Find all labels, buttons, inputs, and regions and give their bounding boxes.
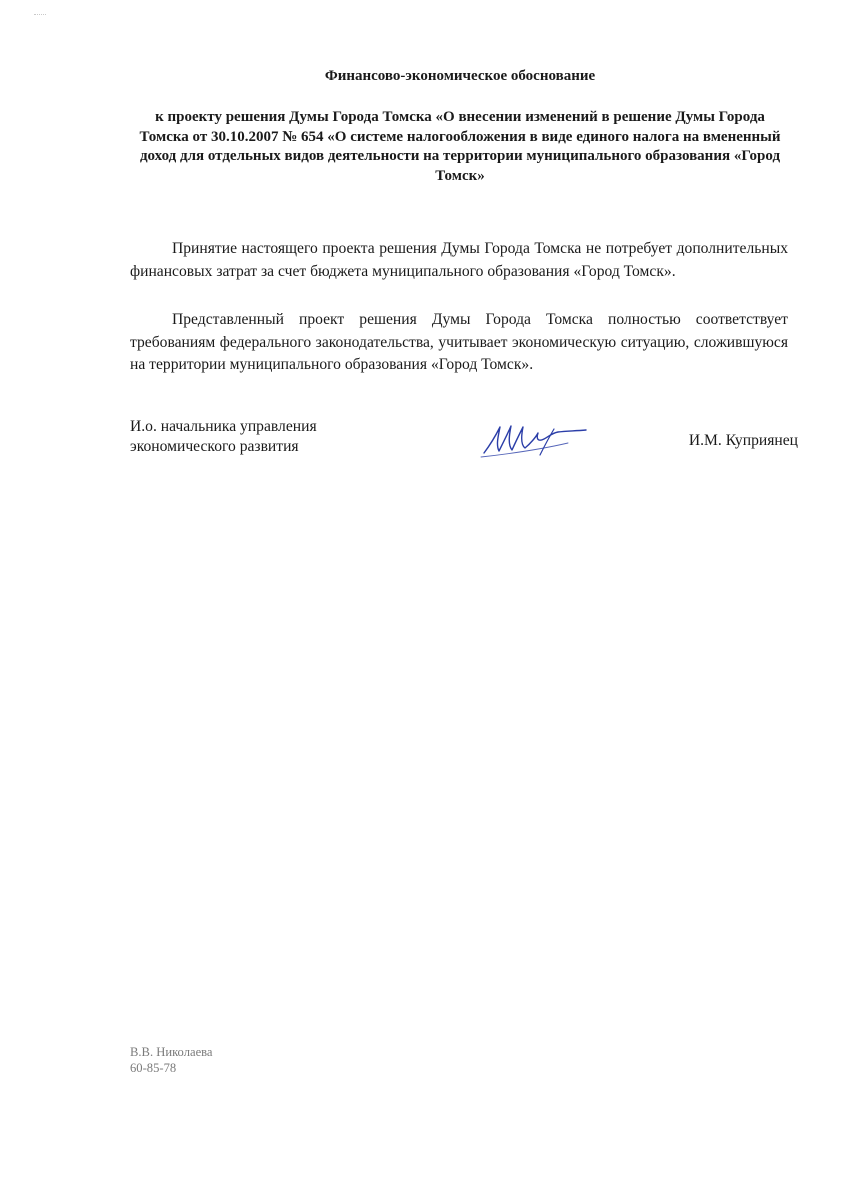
executor-name: В.В. Николаева: [130, 1045, 213, 1059]
signatory-position-line2: экономического развития: [130, 437, 299, 455]
signatory-position: [130, 417, 317, 456]
scan-artifact: [34, 14, 46, 21]
paragraph-budget: Принятие настоящего проекта решения Думы Города Томска не потребует дополнительных финансовых затрат за счет бюджета муниципального образования «Город Томск».: [130, 240, 788, 280]
signatory-name: И.М. Куприянец: [688, 432, 798, 449]
handwritten-signature: [478, 419, 590, 459]
executor-phone: 60-85-78: [130, 1061, 177, 1075]
signatory-position-line1: И.о. начальника управления: [130, 418, 317, 435]
document-title: Финансово-экономическое обоснование: [324, 68, 596, 84]
document-subtitle: к проекту решения Думы Города Томска «О внесении изменений в решение Думы Города Томска от 30.10.2007 № 654 «О системе налогообложения в виде единого налога на вмененный доход для отдельных видов деятельности на территории муниципального образования «Город Томск»: [139, 109, 781, 184]
paragraph-compliance: Представленный проект решения Думы Города Томска полностью соответствует требованиям федерального законодательства, учитывает экономическую ситуацию, сложившуюся на территории муниципального образования «Город Томск».: [130, 311, 788, 373]
executor-info: [130, 1044, 213, 1076]
